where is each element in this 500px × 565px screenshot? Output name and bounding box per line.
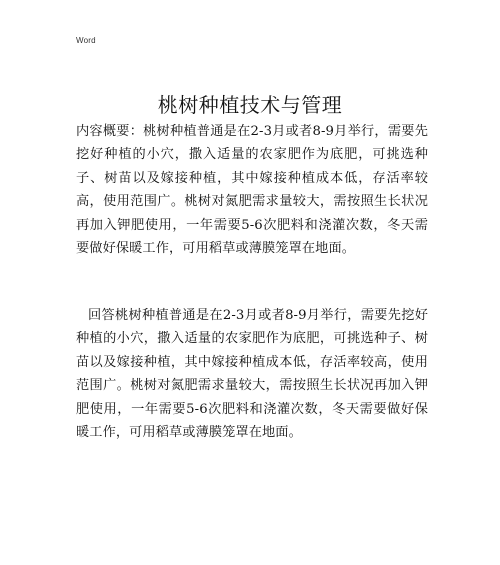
paragraph-summary: 内容概要：桃树种植普通是在2-3月或者8-9月举行，需要先挖好种植的小穴，撒入适量的农家肥作为底肥，可挑选种子、树苗以及嫁接种植，其中嫁接种植成本低，存活率较高，使用范围广。桃树对氮肥需求量较大，需按照生长状况再加入钾肥使用，一年需要5-6次肥料和浇灌次数，冬天需要做好保暖工作，可用稻草或薄膜笼罩在地面。 xyxy=(76,124,428,257)
paragraph-answer: 回答桃树种植普通是在2-3月或者8-9月举行，需要先挖好种植的小穴，撒入适量的农家肥作为底肥，可挑选种子、树苗以及嫁接种植，其中嫁接种植成本低，存活率较高，使用范围广。桃树对氮肥需求量较大，需按照生长状况再加入钾肥使用，一年需要5-6次肥料和浇灌次数，冬天需要做好保暖工作，可用稻草或薄膜笼罩在地面。 xyxy=(76,308,428,441)
header-label: Word xyxy=(76,36,96,45)
document-title: 桃树种植技术与管理 xyxy=(157,93,343,118)
